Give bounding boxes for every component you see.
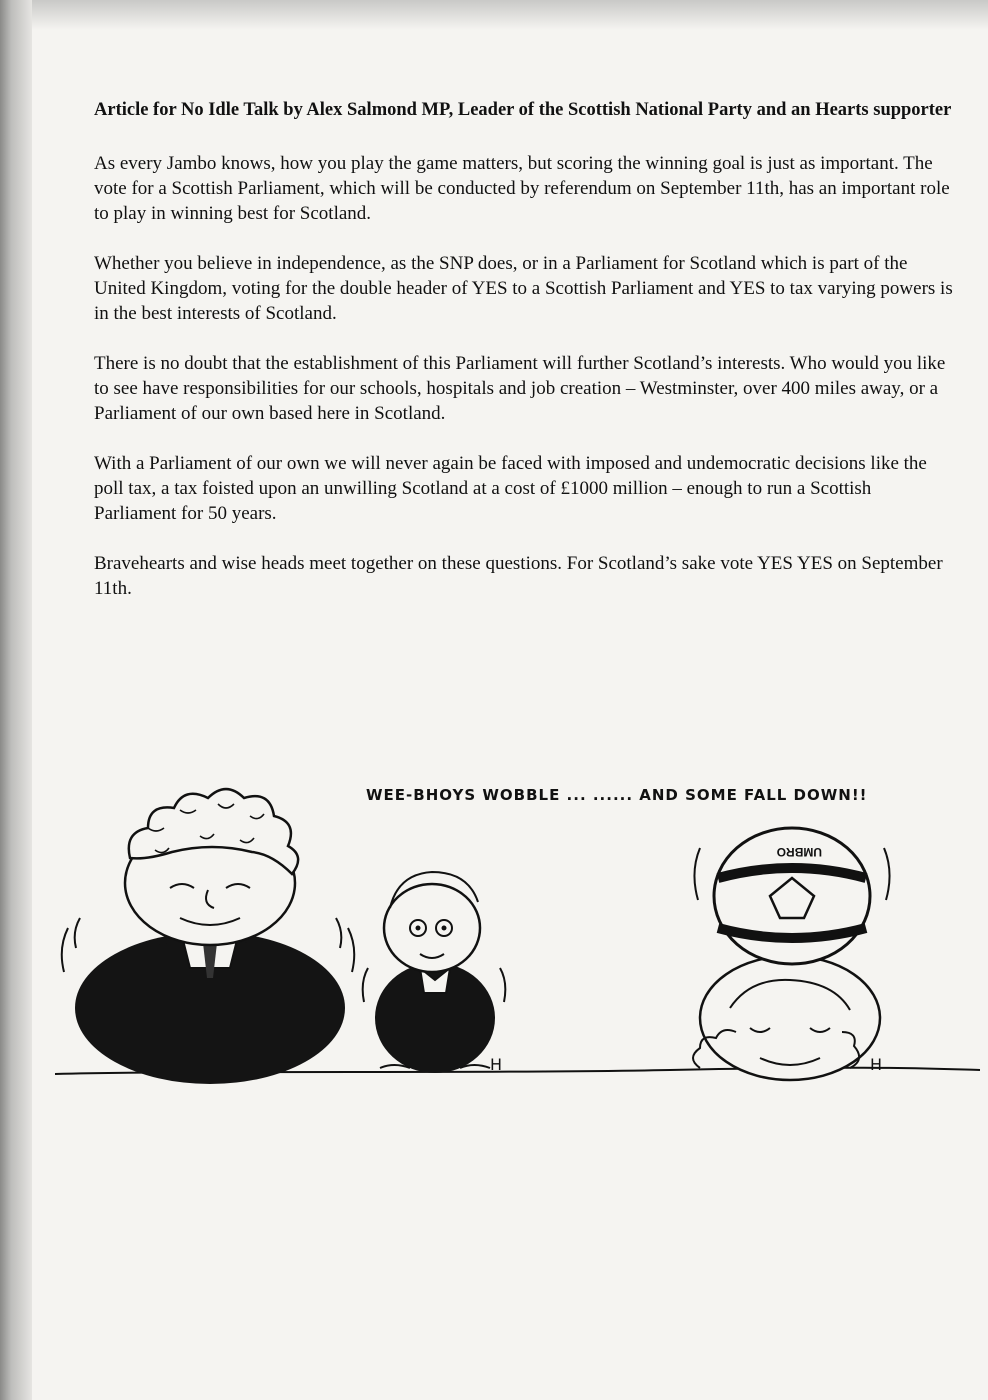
ball-label: UMBRO xyxy=(776,845,822,859)
cartoon-illustration xyxy=(50,778,988,1118)
article-paragraph: There is no doubt that the establishment of this Parliament will further Scotland’s interests. Who would you like to see have responsibilities for our schools, hospitals and job creation – Westminster, over 400 miles away, or a Parliament of our own based here in Scotland. xyxy=(94,353,946,424)
page-top-edge xyxy=(0,0,988,30)
fallen-figure-with-ball xyxy=(693,828,890,1080)
article-paragraph: Whether you believe in independence, as the SNP does, or in a Parliament for Scotland which is part of the United Kingdom, voting for the double header of YES to a Scottish Parliament and YES to tax varying powers is in the best interests of Scotland. xyxy=(94,253,953,324)
article-paragraph: Bravehearts and wise heads meet together on these questions. For Scotland’s sake vote YES YES on September 11th. xyxy=(94,553,943,599)
article-title: Article for No Idle Talk by Alex Salmond MP, Leader of the Scottish National Party and an Hearts supporter xyxy=(94,100,952,120)
article xyxy=(94,98,954,626)
artist-signature: H xyxy=(870,1055,883,1074)
article-paragraph: As every Jambo knows, how you play the game matters, but scoring the winning goal is just as important. The vote for a Scottish Parliament, which will be conducted by referendum on September 11th, has an important role to play in winning best for Scotland. xyxy=(94,153,950,224)
wobbling-man-large xyxy=(62,789,355,1084)
binding-gutter xyxy=(0,0,32,1400)
cartoon-caption: WEE-BHOYS WOBBLE ... ...... AND SOME FALL DOWN!! xyxy=(366,786,868,804)
article-paragraph: With a Parliament of our own we will never again be faced with imposed and undemocratic decisions like the poll tax, a tax foisted upon an unwilling Scotland at a cost of £1000 million – enough to run a Scottish Parliament for 50 years. xyxy=(94,453,927,524)
wobbling-man-small xyxy=(363,872,506,1073)
artist-signature: H xyxy=(490,1055,503,1074)
